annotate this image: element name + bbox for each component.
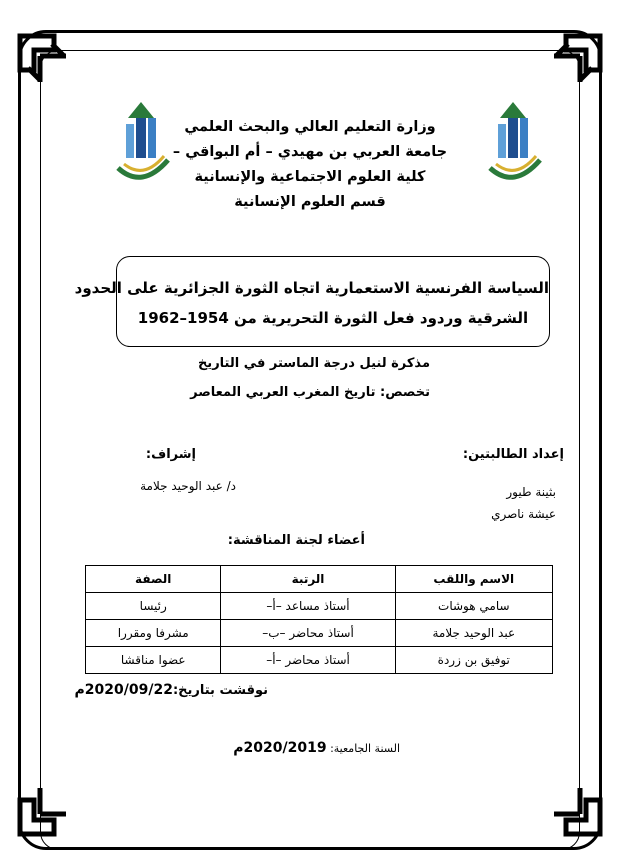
member-name: سامي هوشات — [395, 593, 552, 620]
member-rank: أستاذ محاضر –ب– — [221, 620, 395, 647]
column-header-role: الصفة — [86, 566, 221, 593]
university-name: جامعة العربي بن مهيدي – أم البواقي – — [172, 144, 448, 160]
table-row — [86, 593, 553, 620]
thesis-title-line1: السياسة الفرنسية الاستعمارية اتجاه الثورة الجزائرية على الحدود — [74, 279, 549, 297]
ministry-name: وزارة التعليم العالي والبحث العلمي — [184, 119, 436, 135]
defense-date-line — [75, 682, 268, 698]
column-header-name: الاسم واللقب — [395, 566, 552, 593]
thesis-title-box — [74, 256, 550, 347]
member-role: عضوا مناقشا — [86, 647, 221, 674]
academic-year-value: 2020/2019م — [233, 740, 327, 756]
table-row — [86, 620, 553, 647]
student-name-1: بثينة طيور — [506, 485, 556, 499]
member-rank: أستاذ مساعد –أ– — [221, 593, 395, 620]
committee-table — [85, 565, 553, 674]
corner-ornament-bottom-left — [14, 776, 78, 840]
department-name: قسم العلوم الإنسانية — [234, 194, 386, 210]
corner-ornament-bottom-right — [542, 776, 606, 840]
defense-date-label: نوقشت بتاريخ: — [172, 683, 268, 698]
student-name-2: عيشة ناصري — [491, 507, 556, 521]
member-rank: أستاذ محاضر –أ– — [221, 647, 395, 674]
corner-ornament-top-right — [542, 30, 606, 94]
thesis-title-line2: الشرقية وردود فعل الثورة التحريرية من 1954–1962 — [137, 309, 529, 327]
supervisor-name: د/ عبد الوحيد جلامة — [140, 479, 236, 493]
member-role: رئيسا — [86, 593, 221, 620]
students-label: إعداد الطالبتين: — [462, 447, 564, 462]
member-name: توفيق بن زردة — [395, 647, 552, 674]
table-row — [86, 647, 553, 674]
specialty-statement: تخصص: تاريخ المغرب العربي المعاصر — [190, 385, 430, 400]
column-header-rank: الرتبة — [221, 566, 395, 593]
committee-label: أعضاء لجنة المناقشة: — [227, 533, 365, 548]
academic-year-label: السنة الجامعية: — [330, 742, 400, 755]
faculty-name: كلية العلوم الاجتماعية والإنسانية — [194, 169, 426, 185]
degree-statement: مذكرة لنيل درجة الماستر في التاريخ — [197, 356, 430, 371]
corner-ornament-top-left — [14, 30, 78, 94]
institution-header — [150, 115, 470, 215]
supervisor-label: إشراف: — [145, 447, 196, 462]
defense-date-value: 2020/09/22م — [74, 682, 173, 698]
table-header-row — [86, 566, 553, 593]
academic-year-line — [233, 740, 400, 756]
university-logo-right — [482, 98, 546, 188]
member-role: مشرفا ومقررا — [86, 620, 221, 647]
member-name: عبد الوحيد جلامة — [395, 620, 552, 647]
